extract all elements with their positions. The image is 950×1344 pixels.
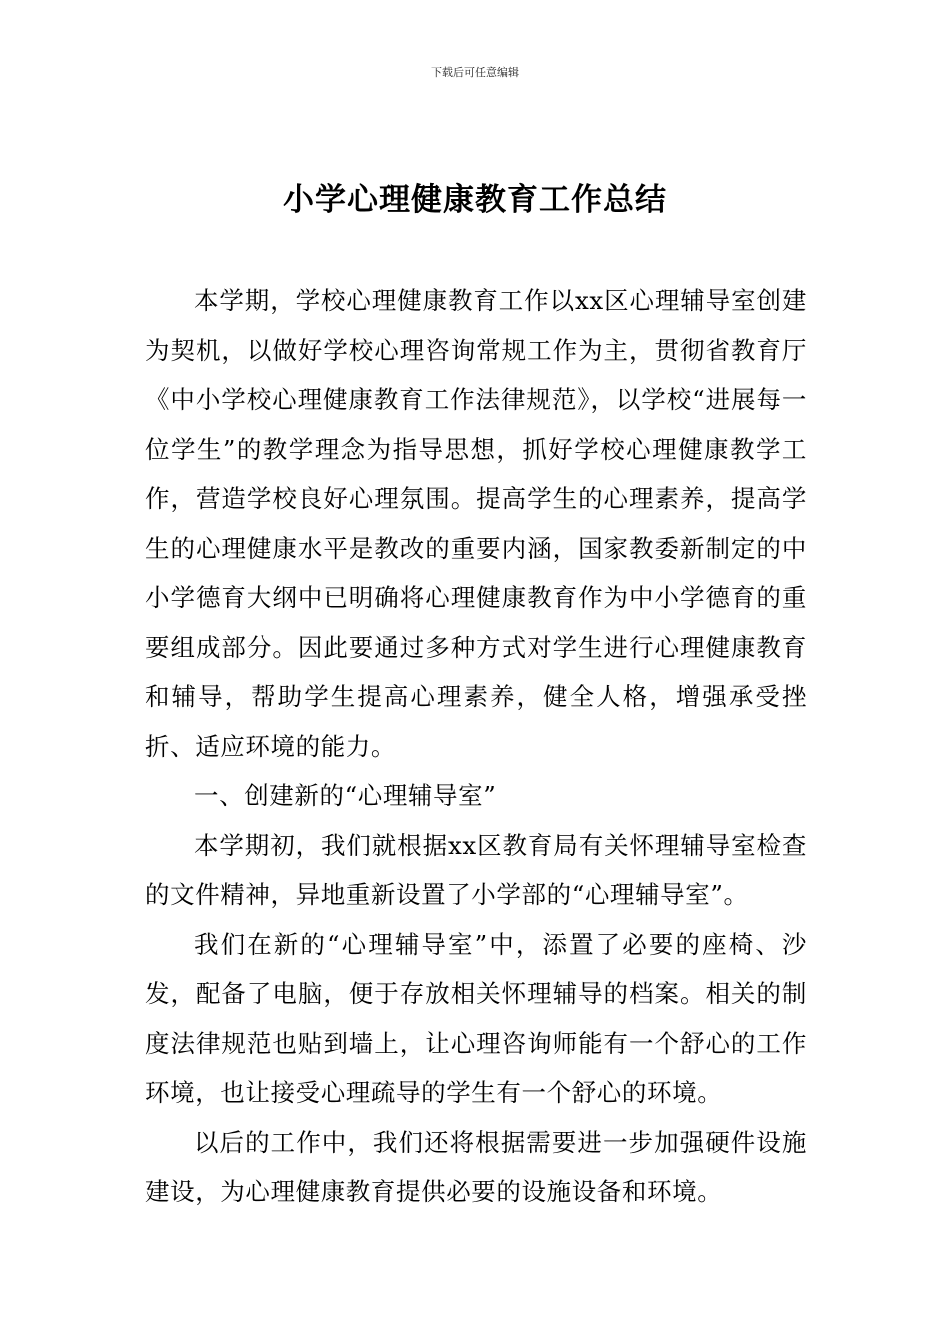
document-body: [145, 276, 807, 1217]
paragraph-intro: 本学期，学校心理健康教育工作以xx区心理辅导室创建为契机，以做好学校心理咨询常规工作为主，贯彻省教育厅《中小学校心理健康教育工作法律规范》，以学校“进展每一位学生”的教学理念为指导思想，抓好学校心理健康教学工作，营造学校良好心理氛围。提高学生的心理素养，提高学生的心理健康水平是教改的重要内涵，国家教委新制定的中小学德育大纲中已明确将心理健康教育作为中小学德育的重要组成部分。因此要通过多种方式对学生进行心理健康教育和辅导，帮助学生提高心理素养，健全人格，增强承受挫折、适应环境的能力。: [145, 286, 807, 761]
document-title: 小学心理健康教育工作总结: [283, 182, 667, 218]
paragraph-section1-1: 本学期初，我们就根据xx区教育局有关怀理辅导室检查的文件精神，异地重新设置了小学部的“心理辅导室”。: [145, 830, 807, 909]
section-heading-1: 一、创建新的“心理辅导室”: [194, 781, 497, 810]
paragraph-section1-2: 我们在新的“心理辅导室”中，添置了必要的座椅、沙发，配备了电脑，便于存放相关怀理辅导的档案。相关的制度法律规范也贴到墙上，让心理咨询师能有一个舒心的工作环境，也让接受心理疏导的学生有一个舒心的环境。: [145, 929, 807, 1107]
page-header: 下载后可任意编辑: [431, 66, 519, 79]
paragraph-section1-3: 以后的工作中，我们还将根据需要进一步加强硬件设施建设，为心理健康教育提供必要的设施设备和环境。: [145, 1127, 807, 1206]
